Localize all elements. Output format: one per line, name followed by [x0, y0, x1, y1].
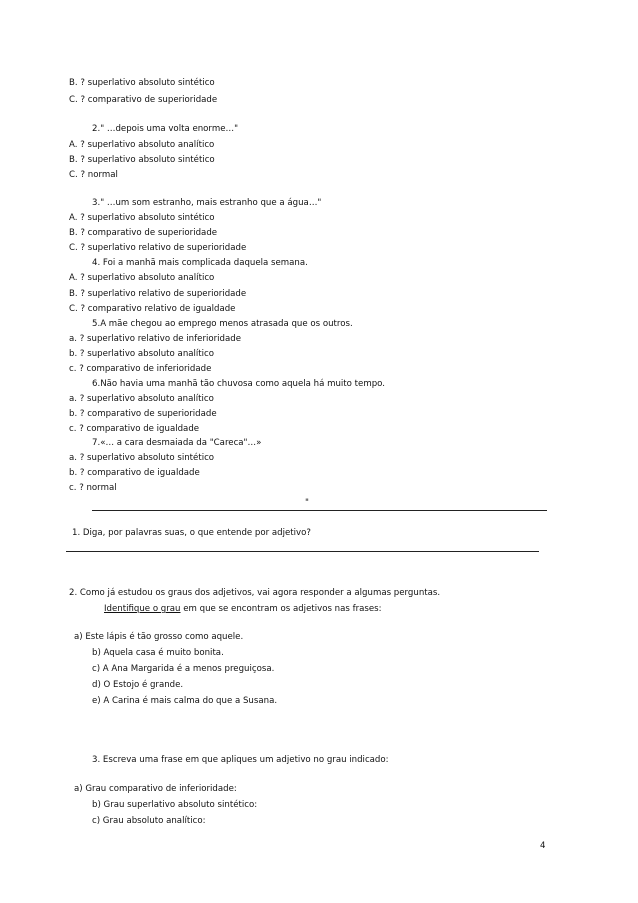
question-7-quote: 7.«… a cara desmaiada da "Careca"…» — [92, 438, 262, 448]
question-3: 3. Escreva uma frase em que apliques um adjetivo no grau indicado: — [92, 755, 389, 765]
option-line: c. ? normal — [69, 483, 117, 493]
option-line: C. ? normal — [69, 170, 118, 180]
question-2-item-e: e) A Carina é mais calma do que a Susana. — [92, 696, 278, 706]
question-3-item-c: c) Grau absoluto analítico: — [92, 816, 206, 826]
question-2-item-b: b) Aquela casa é muito bonita. — [92, 648, 224, 658]
option-line: B. ? superlativo absoluto sintético — [69, 155, 215, 165]
option-line: b. ? comparativo de igualdade — [69, 468, 200, 478]
option-line: a. ? superlativo relativo de inferioridade — [69, 334, 242, 344]
option-line: B. ? comparativo de superioridade — [69, 228, 218, 238]
question-5-sentence: 5.A mãe chegou ao emprego menos atrasada que os outros. — [92, 319, 353, 329]
question-4-sentence: 4. Foi a manhã mais complicada daquela semana. — [92, 258, 308, 268]
question-2-item-d: d) O Estojo é grande. — [92, 680, 184, 690]
question-2-instruction — [104, 604, 382, 615]
option-line: C. ? comparativo de superioridade — [69, 95, 218, 105]
option-line: A. ? superlativo absoluto analítico — [69, 140, 215, 150]
question-1: 1. Diga, por palavras suas, o que entende por adjetivo? — [72, 528, 311, 538]
question-2-item-c: c) A Ana Margarida é a menos preguiçosa. — [92, 664, 275, 674]
option-line: b. ? comparativo de superioridade — [69, 409, 217, 419]
question-3-quote: 3." …um som estranho, mais estranho que a água…" — [92, 198, 322, 208]
option-line: A. ? superlativo absoluto sintético — [69, 213, 215, 223]
option-line: c. ? comparativo de inferioridade — [69, 364, 212, 374]
question-2-quote: 2." …depois uma volta enorme…" — [92, 124, 239, 134]
page-number: 4 — [540, 841, 546, 851]
option-line: C. ? comparativo relativo de igualdade — [69, 304, 236, 314]
option-line: C. ? superlativo relativo de superioridade — [69, 243, 247, 253]
option-line: B. ? superlativo absoluto sintético — [69, 78, 215, 88]
instruction-underlined: Identifique o grau — [104, 604, 181, 614]
option-line: B. ? superlativo relativo de superioridade — [69, 289, 247, 299]
instruction-rest: em que se encontram os adjetivos nas frases: — [180, 604, 382, 614]
question-2: 2. Como já estudou os graus dos adjetivos, vai agora responder a algumas perguntas. — [69, 588, 441, 598]
option-line: a. ? superlativo absoluto analítico — [69, 394, 214, 404]
question-2-item-a: a) Este lápis é tão grosso como aquele. — [74, 632, 244, 642]
question-3-item-b: b) Grau superlativo absoluto sintético: — [92, 800, 258, 810]
option-line: c. ? comparativo de igualdade — [69, 424, 200, 434]
option-line: b. ? superlativo absoluto analítico — [69, 349, 215, 359]
question-3-item-a: a) Grau comparativo de inferioridade: — [74, 784, 237, 794]
quote-mark: " — [305, 498, 309, 508]
option-line: A. ? superlativo absoluto analítico — [69, 273, 215, 283]
question-6-sentence: 6.Não havia uma manhã tão chuvosa como aquela há muito tempo. — [92, 379, 385, 389]
option-line: a. ? superlativo absoluto sintético — [69, 453, 215, 463]
answer-line — [66, 551, 539, 552]
answer-line — [92, 510, 547, 511]
